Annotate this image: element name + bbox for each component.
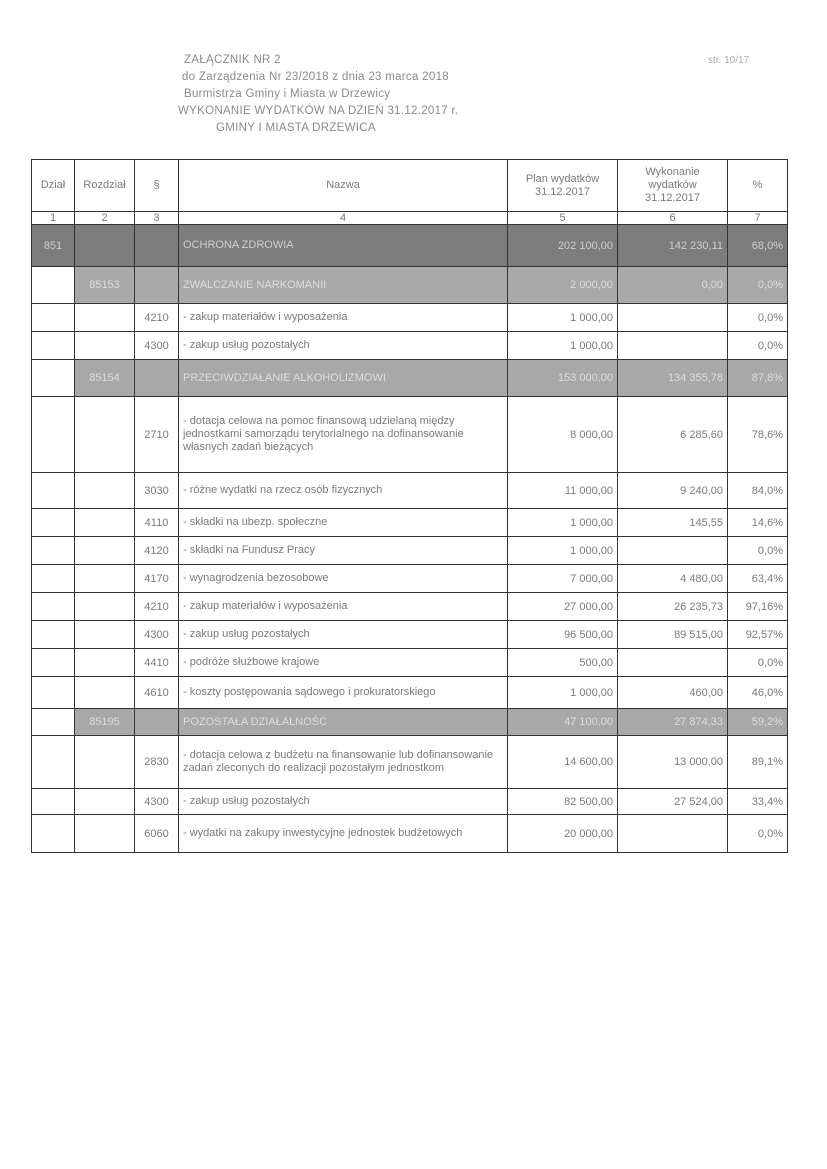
cell-dzial (32, 397, 75, 473)
cell-paragraf: 4610 (135, 677, 179, 709)
cell-rozdzial (75, 473, 135, 509)
cell-plan: 14 600,00 (508, 736, 618, 789)
cell-dzial (32, 473, 75, 509)
cell-paragraf: 3030 (135, 473, 179, 509)
cell-wykonanie (618, 649, 728, 677)
cell-wykonanie: 145,55 (618, 509, 728, 537)
cell-nazwa: - koszty postępowania sądowego i prokuratorskiego (179, 677, 508, 709)
cell-rozdzial (75, 537, 135, 565)
cell-wykonanie: 142 230,11 (618, 225, 728, 267)
table-row-dzial (32, 225, 788, 267)
cell-wykonanie (618, 332, 728, 360)
cell-dzial (32, 593, 75, 621)
cell-rozdzial (75, 677, 135, 709)
cell-plan: 27 000,00 (508, 593, 618, 621)
cell-plan: 153 000,00 (508, 360, 618, 397)
column-number: 6 (618, 212, 728, 225)
table-row-paragraf (32, 332, 788, 360)
cell-paragraf: 4120 (135, 537, 179, 565)
cell-rozdzial (75, 509, 135, 537)
table-row-rozdzial (32, 360, 788, 397)
cell-plan: 20 000,00 (508, 815, 618, 853)
cell-nazwa: - różne wydatki na rzecz osób fizycznych (179, 473, 508, 509)
cell-nazwa: - podróże służbowe krajowe (179, 649, 508, 677)
cell-procent: 63,4% (728, 565, 788, 593)
header-wykonanie: Wykonanie wydatków 31.12.2017 (618, 160, 728, 212)
cell-plan: 96 500,00 (508, 621, 618, 649)
column-number: 2 (75, 212, 135, 225)
cell-dzial (32, 709, 75, 736)
cell-procent: 78,6% (728, 397, 788, 473)
cell-procent: 46,0% (728, 677, 788, 709)
header-rozdzial: Rozdział (75, 160, 135, 212)
cell-procent: 0,0% (728, 537, 788, 565)
cell-procent: 87,8% (728, 360, 788, 397)
column-number: 1 (32, 212, 75, 225)
cell-wykonanie (618, 304, 728, 332)
cell-rozdzial: 85154 (75, 360, 135, 397)
column-number: 3 (135, 212, 179, 225)
cell-dzial (32, 304, 75, 332)
cell-paragraf: 4300 (135, 621, 179, 649)
table-row-paragraf (32, 509, 788, 537)
cell-wykonanie: 27 524,00 (618, 789, 728, 815)
cell-paragraf: 2830 (135, 736, 179, 789)
cell-procent: 89,1% (728, 736, 788, 789)
cell-rozdzial: 85153 (75, 267, 135, 304)
cell-nazwa: - zakup usług pozostałych (179, 332, 508, 360)
cell-plan: 500,00 (508, 649, 618, 677)
cell-plan: 1 000,00 (508, 537, 618, 565)
table-row-paragraf (32, 736, 788, 789)
cell-wykonanie: 89 515,00 (618, 621, 728, 649)
cell-dzial (32, 360, 75, 397)
cell-plan: 11 000,00 (508, 473, 618, 509)
column-number: 5 (508, 212, 618, 225)
cell-rozdzial (75, 649, 135, 677)
cell-rozdzial (75, 565, 135, 593)
header-line-2: do Zarządzenia Nr 23/2018 z dnia 23 marca 2018 (182, 71, 449, 83)
cell-nazwa: - zakup usług pozostałych (179, 621, 508, 649)
cell-dzial (32, 267, 75, 304)
table-row-paragraf (32, 593, 788, 621)
cell-paragraf: 4210 (135, 304, 179, 332)
table-row-rozdzial (32, 709, 788, 736)
cell-nazwa: - dotacja celowa z budżetu na finansowanie lub dofinansowanie zadań zleconych do realizacji pozostałym jednostkom (179, 736, 508, 789)
cell-dzial (32, 509, 75, 537)
cell-plan: 1 000,00 (508, 304, 618, 332)
cell-nazwa: - zakup materiałów i wyposażenia (179, 593, 508, 621)
cell-paragraf (135, 225, 179, 267)
cell-plan: 202 100,00 (508, 225, 618, 267)
table-row-paragraf (32, 397, 788, 473)
table-row-paragraf (32, 621, 788, 649)
cell-wykonanie (618, 537, 728, 565)
cell-wykonanie: 4 480,00 (618, 565, 728, 593)
cell-dzial (32, 789, 75, 815)
header-procent: % (728, 160, 788, 212)
header-paragraf: § (135, 160, 179, 212)
cell-paragraf: 4210 (135, 593, 179, 621)
document-header (178, 52, 778, 137)
cell-dzial (32, 332, 75, 360)
cell-nazwa: ZWALCZANIE NARKOMANII (179, 267, 508, 304)
table-row-paragraf (32, 304, 788, 332)
cell-plan: 8 000,00 (508, 397, 618, 473)
cell-rozdzial (75, 593, 135, 621)
cell-nazwa: - zakup materiałów i wyposażenia (179, 304, 508, 332)
table-row-rozdzial (32, 267, 788, 304)
cell-rozdzial (75, 789, 135, 815)
cell-procent: 92,57% (728, 621, 788, 649)
cell-wykonanie: 9 240,00 (618, 473, 728, 509)
header-nazwa: Nazwa (179, 160, 508, 212)
table-header-row (32, 160, 788, 212)
cell-paragraf: 6060 (135, 815, 179, 853)
cell-wykonanie (618, 815, 728, 853)
table-row-paragraf (32, 473, 788, 509)
cell-paragraf: 4170 (135, 565, 179, 593)
cell-nazwa: - wydatki na zakupy inwestycyjne jednostek budżetowych (179, 815, 508, 853)
cell-procent: 68,0% (728, 225, 788, 267)
cell-procent: 84,0% (728, 473, 788, 509)
cell-rozdzial (75, 397, 135, 473)
cell-plan: 47 100,00 (508, 709, 618, 736)
header-plan: Plan wydatków 31.12.2017 (508, 160, 618, 212)
table-row-paragraf (32, 649, 788, 677)
cell-dzial (32, 649, 75, 677)
column-number: 4 (179, 212, 508, 225)
table-row-paragraf (32, 789, 788, 815)
cell-paragraf: 4300 (135, 332, 179, 360)
cell-paragraf (135, 360, 179, 397)
header-line-1: ZAŁĄCZNIK NR 2 (184, 54, 281, 66)
cell-procent: 59,2% (728, 709, 788, 736)
cell-wykonanie: 460,00 (618, 677, 728, 709)
cell-dzial (32, 621, 75, 649)
cell-rozdzial (75, 621, 135, 649)
header-line-4: WYKONANIE WYDATKÓW NA DZIEŃ 31.12.2017 r. (178, 105, 459, 117)
column-number-row (32, 212, 788, 225)
expenditure-table (31, 159, 788, 853)
cell-nazwa: POZOSTAŁA DZIAŁALNOŚĆ (179, 709, 508, 736)
cell-plan: 1 000,00 (508, 677, 618, 709)
cell-rozdzial (75, 815, 135, 853)
column-number: 7 (728, 212, 788, 225)
cell-rozdzial (75, 332, 135, 360)
cell-procent: 0,0% (728, 815, 788, 853)
cell-nazwa: - zakup usług pozostałych (179, 789, 508, 815)
cell-wykonanie: 134 355,78 (618, 360, 728, 397)
cell-paragraf (135, 709, 179, 736)
cell-nazwa: - składki na Fundusz Pracy (179, 537, 508, 565)
cell-procent: 0,0% (728, 332, 788, 360)
cell-dzial (32, 815, 75, 853)
table-row-paragraf (32, 677, 788, 709)
cell-nazwa: OCHRONA ZDROWIA (179, 225, 508, 267)
cell-wykonanie: 13 000,00 (618, 736, 728, 789)
cell-paragraf (135, 267, 179, 304)
cell-plan: 82 500,00 (508, 789, 618, 815)
cell-procent: 14,6% (728, 509, 788, 537)
cell-procent: 0,0% (728, 304, 788, 332)
cell-plan: 2 000,00 (508, 267, 618, 304)
cell-procent: 0,0% (728, 649, 788, 677)
cell-procent: 0,0% (728, 267, 788, 304)
cell-plan: 7 000,00 (508, 565, 618, 593)
cell-paragraf: 4110 (135, 509, 179, 537)
table-row-paragraf (32, 815, 788, 853)
cell-wykonanie: 6 285,60 (618, 397, 728, 473)
table-row-paragraf (32, 565, 788, 593)
cell-plan: 1 000,00 (508, 509, 618, 537)
cell-dzial: 851 (32, 225, 75, 267)
cell-wykonanie: 26 235,73 (618, 593, 728, 621)
cell-nazwa: PRZECIWDZIAŁANIE ALKOHOLIZMOWI (179, 360, 508, 397)
header-dzial: Dział (32, 160, 75, 212)
cell-rozdzial (75, 736, 135, 789)
cell-dzial (32, 537, 75, 565)
cell-procent: 33,4% (728, 789, 788, 815)
cell-rozdzial (75, 304, 135, 332)
cell-procent: 97,16% (728, 593, 788, 621)
cell-paragraf: 2710 (135, 397, 179, 473)
cell-paragraf: 4410 (135, 649, 179, 677)
cell-paragraf: 4300 (135, 789, 179, 815)
cell-nazwa: - dotacja celowa na pomoc finansową udzielaną między jednostkami samorządu terytorialnego na dofinansowanie własnych zadań bieżących (179, 397, 508, 473)
cell-rozdzial: 85195 (75, 709, 135, 736)
cell-wykonanie: 27 874,33 (618, 709, 728, 736)
cell-nazwa: - składki na ubezp. społeczne (179, 509, 508, 537)
cell-wykonanie: 0,00 (618, 267, 728, 304)
cell-rozdzial (75, 225, 135, 267)
header-line-5: GMINY I MIASTA DRZEWICA (216, 122, 376, 134)
cell-nazwa: - wynagrodzenia bezosobowe (179, 565, 508, 593)
cell-dzial (32, 565, 75, 593)
cell-plan: 1 000,00 (508, 332, 618, 360)
cell-dzial (32, 736, 75, 789)
cell-dzial (32, 677, 75, 709)
page-number: str. 10/17 (708, 55, 750, 66)
header-line-3: Burmistrza Gminy i Miasta w Drzewicy (184, 88, 391, 100)
table-row-paragraf (32, 537, 788, 565)
